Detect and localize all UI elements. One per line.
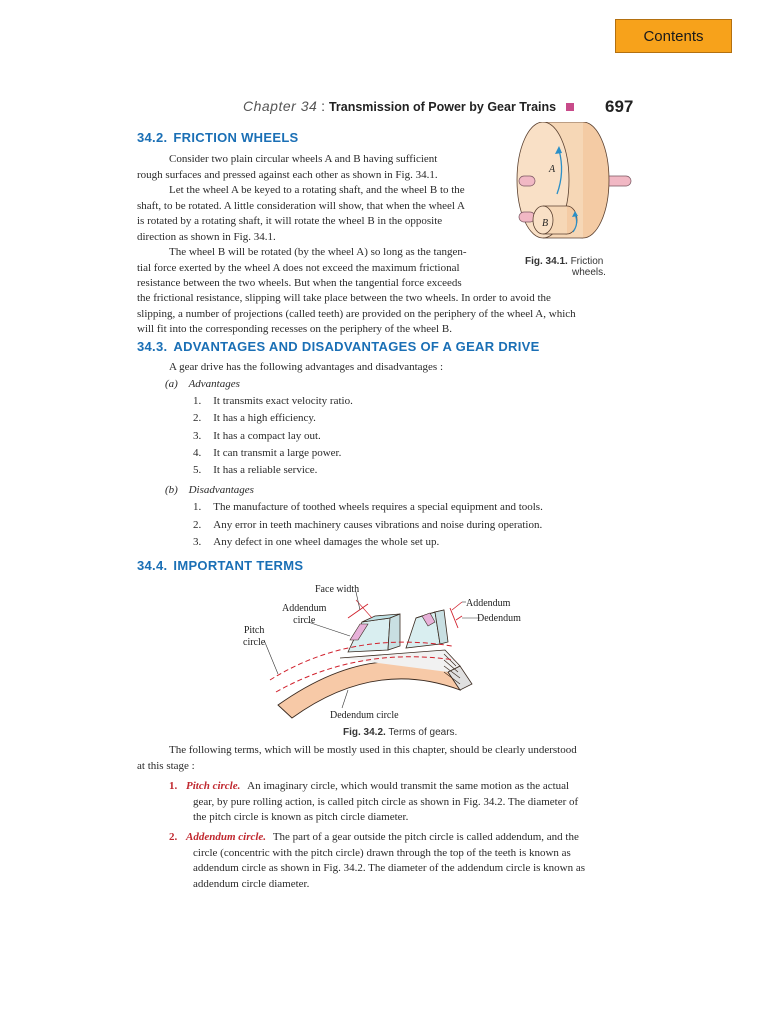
section-heading-34-2 [137,130,299,145]
dedendum-circle-label: Dedendum circle [330,710,399,721]
list-item: 4. It can transmit a large power. [193,446,342,459]
term-pitch-circle [169,779,633,826]
list-item: 2. Any error in teeth machinery causes vibrations and noise during operation. [193,518,543,531]
section-title: ADVANTAGES AND DISADVANTAGES OF A GEAR DRIVE [173,339,540,354]
para-line: gear, by pure rolling action, is called pitch circle as shown in Fig. 34.2. The diameter of [193,795,579,808]
addendum-circle-label: Addendum circle [282,603,327,626]
para-line: the pitch circle is known as pitch circle diameter. [193,811,409,823]
section-number: 34.3. [137,339,168,354]
dedendum-label: Dedendum [477,613,521,624]
section-title: FRICTION WHEELS [173,130,299,145]
para-line: at this stage : [137,759,195,772]
para-line: An imaginary circle, which would transmit the same motion as the actual [247,780,570,792]
term-addendum-circle [169,830,633,892]
list-title: Advantages [188,378,240,390]
para-line: tial force exerted by the wheel A does not exceed the maximum frictional [137,261,460,274]
fig-34-2-caption [343,727,457,738]
section-heading-34-4 [137,558,303,573]
term-title: Addendum circle. [186,831,267,843]
face-width-label: Face width [315,584,360,595]
friction-wheels-figure [515,122,635,250]
para-line: is rotated by a rotating shaft, it will rotate the wheel B in the opposite [137,215,443,227]
disadvantages-heading [165,483,254,499]
friction-wheels-text-narrow [137,152,503,292]
disadvantages-list [193,500,543,553]
addendum-label: Addendum [466,598,511,609]
terms-intro [137,743,633,774]
para-line: shaft, to be rotated. A little consideration will show, that when the wheel A [137,199,465,212]
list-item: 3. It has a compact lay out. [193,429,321,442]
list-item: 1. It transmits exact velocity ratio. [193,395,353,407]
page-number: 697 [605,97,634,116]
section-heading-34-3 [137,339,540,354]
fig-caption-text: Terms of gears. [388,727,458,738]
para-line: circle (concentric with the pitch circle) drawn through the top of the teeth is known as [193,846,571,859]
para-line: will fit into the corresponding recesses on the periphery of the wheel B. [137,323,452,335]
term-number: 2. [169,831,178,843]
list-marker: (a) [165,378,178,390]
para-line: The part of a gear outside the pitch circle is called addendum, and the [272,831,579,843]
list-item: 2. It has a high efficiency. [193,412,316,425]
para-line: slipping, a number of projections (called teeth) are provided on the periphery of the wheel A, which [137,307,576,320]
para-line: the frictional resistance, slipping will take place between the two wheels. In order to avoid the [137,292,551,304]
para-line: direction as shown in Fig. 34.1. [137,230,276,243]
list-item: 5. It has a reliable service. [193,464,318,477]
section-number: 34.2. [137,130,168,145]
para-line: Consider two plain circular wheels A and B having sufficient [169,153,438,165]
para-line: The wheel B will be rotated (by the wheel A) so long as the tangen- [169,246,467,258]
header-square-icon [566,103,574,111]
fig-caption-text: wheels. [572,267,606,278]
header-separator: : [317,98,329,114]
section-number: 34.4. [137,558,168,573]
friction-wheels-text-wide [137,291,633,338]
wheel-b-label: B [542,218,549,229]
list-item: 3. Any defect in one wheel damages the whole set up. [193,536,440,548]
gear-drive-intro: A gear drive has the following advantages and disadvantages : [169,361,444,373]
fig-number: Fig. 34.1. [525,256,568,267]
para-line: addendum circle as shown in Fig. 34.2. The diameter of the addendum circle is known as [193,862,586,874]
pitch-circle-label: Pitch circle [243,625,266,648]
list-marker: (b) [165,484,178,496]
para-line: addendum circle diameter. [193,877,310,890]
para-line: The following terms, which will be mostly used in this chapter, should be clearly understood [169,744,577,756]
contents-button[interactable]: Contents [615,19,732,53]
para-line: rough surfaces and pressed against each other as shown in Fig. 34.1. [137,168,438,181]
chapter-label: Chapter 34 [243,98,318,114]
wheel-a-label: A [549,164,556,175]
chapter-title: Transmission of Power by Gear Trains [328,100,557,114]
para-line: Let the wheel A be keyed to a rotating shaft, and the wheel B to the [169,184,465,196]
running-header [243,98,584,114]
fig-34-1-caption [525,256,625,278]
term-title: Pitch circle. [186,780,241,792]
fig-number: Fig. 34.2. [343,727,386,738]
fig-caption-text: Friction [570,256,604,267]
term-number: 1. [169,780,178,792]
advantages-heading [165,377,240,393]
list-item: 1. The manufacture of toothed wheels requires a special equipment and tools. [193,501,543,513]
advantages-list [193,394,353,480]
list-title: Disadvantages [188,484,254,496]
para-line: resistance between the two wheels. But when the tangential force exceeds [137,277,462,289]
section-title: IMPORTANT TERMS [173,558,304,573]
